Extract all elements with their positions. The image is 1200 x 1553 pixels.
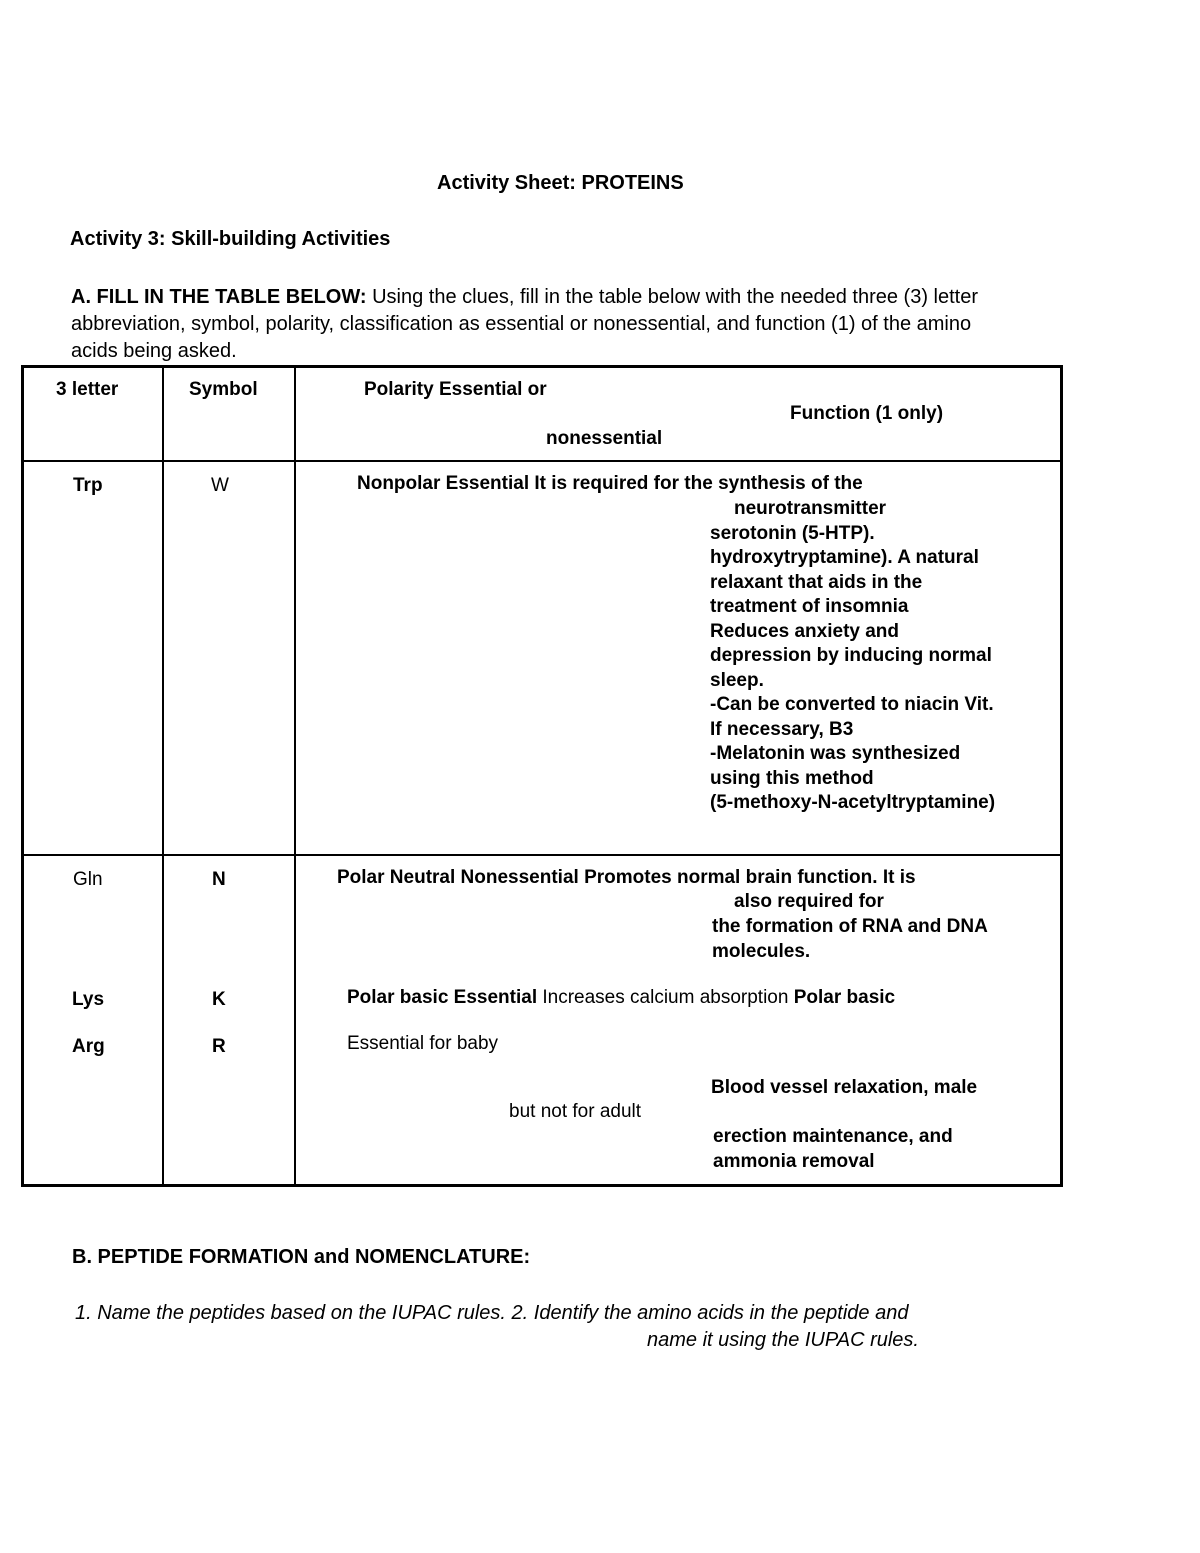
gln-three-letter: Gln [73,869,103,890]
trp-function-line: using this method [710,767,874,789]
trp-function-line: If necessary, B3 [710,718,854,740]
trp-function-line: depression by inducing normal [710,645,992,666]
arg-three-letter: Arg [72,1036,105,1057]
trp-function-line: relaxant that aids in the [710,571,923,593]
gln-function [712,915,988,964]
arg-but-not: but not for adult [509,1101,642,1122]
arg-function-line: ammonia removal [713,1150,875,1172]
trp-function-line: Reduces anxiety and [710,620,900,642]
arg-symbol: R [212,1036,226,1057]
activity-title: Activity 3: Skill-building Activities [70,228,391,250]
table-divider-row1 [21,854,1063,856]
trp-three-letter: Trp [73,475,103,496]
lys-symbol: K [212,989,226,1010]
trp-function-line: serotonin (5-HTP). [710,522,875,544]
gln-symbol: N [212,869,226,890]
lys-function-text: Increases calcium absorption [537,987,794,1008]
section-a-line1-text: Using the clues, fill in the table below with the needed three (3) letter [366,286,979,308]
page-title: Activity Sheet: PROTEINS [437,172,684,194]
lys-three-letter: Lys [72,989,105,1010]
section-b-heading: B. PEPTIDE FORMATION and NOMENCLATURE: [72,1246,531,1268]
arg-function-line: erection maintenance, and [713,1126,953,1147]
lys-polarity-line [347,986,895,1011]
trp-symbol: W [211,475,229,496]
gln-function-line: also required for [734,891,884,912]
arg-function [713,1125,953,1174]
section-a-heading: A. FILL IN THE TABLE BELOW: [71,286,367,308]
header-symbol: Symbol [189,379,258,400]
gln-function-line: the formation of RNA and DNA [712,916,988,937]
arg-essential-for: Essential for baby [347,1033,499,1054]
gln-function-line: molecules. [712,940,811,962]
trp-function-line: hydroxytryptamine). A natural [710,547,979,568]
trp-function-line: treatment of insomnia [710,596,909,617]
trp-function-line: sleep. [710,669,764,691]
header-nonessential: nonessential [546,428,663,449]
trp-polarity-line: Nonpolar Essential It is required for the synthesis of the [357,473,863,494]
trp-function-first [734,497,886,522]
gln-function-first [734,890,884,915]
trp-function-line: neurotransmitter [734,498,887,519]
trp-function [710,522,995,816]
table-divider-col2 [294,365,296,1187]
section-b-line1: 1. Name the peptides based on the IUPAC rules. 2. Identify the amino acids in the peptide and [75,1302,909,1324]
header-three-letter: 3 letter [56,379,119,400]
lys-polarity-bold-2: Polar basic [793,987,896,1008]
header-function: Function (1 only) [790,403,944,424]
trp-function-line: -Melatonin was synthesized [710,743,961,764]
header-polarity-essential: Polarity Essential or [364,379,547,400]
section-a-line1 [71,284,978,311]
trp-function-line: (5-methoxy-N-acetyltryptamine) [710,792,996,813]
lys-polarity-bold: Polar basic Essential [347,987,538,1008]
section-b-line2: name it using the IUPAC rules. [647,1329,919,1351]
arg-function-first: Blood vessel relaxation, male [711,1077,978,1098]
table-divider-col1 [162,365,164,1187]
section-a-line3: acids being asked. [71,340,237,362]
table-divider-header [21,460,1063,462]
trp-function-line: -Can be converted to niacin Vit. [710,694,994,715]
section-a-line2: abbreviation, symbol, polarity, classification as essential or nonessential, and function (1) of the amino [71,313,972,335]
gln-polarity-line: Polar Neutral Nonessential Promotes normal brain function. It is [337,867,916,888]
